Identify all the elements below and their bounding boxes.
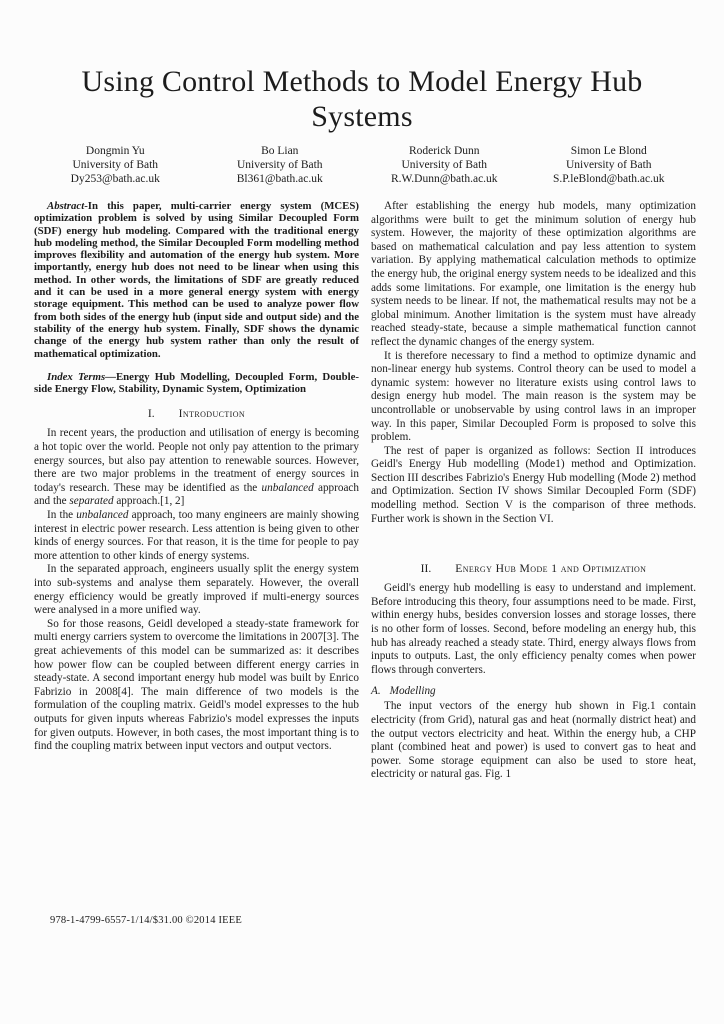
section-2-paragraph-1: Geidl's energy hub modelling is easy to understand and implement. Before introducing this theory, four assumptions need to be made. First, within energy hubs, besides conversion losses and storage losses, there is no other form of losses. Second, before modeling an energy hub, this hub has already reached a steady state. Third, energy always flows from inputs to outputs. Last, the only efficiency penalty comes when power flows through converters. [371, 582, 696, 676]
subsection-a-title: Modelling [389, 685, 436, 698]
author-email: Bl361@bath.ac.uk [236, 173, 323, 185]
paper-title: Using Control Methods to Model Energy Hub Systems [81, 65, 643, 133]
author-email: R.W.Dunn@bath.ac.uk [390, 173, 498, 185]
author-affiliation: University of Bath [72, 159, 159, 171]
intro-paragraph-4: So for those reasons, Geidl developed a steady-state framework for multi energy carriers system to overcome the limitations in 2007[3]. The great achievements of this model can be summarized as: it describes how power flow can be coupled between different energy carries in steady-state. A second important energy hub model was built by Enrico Fabrizio in 2008[4]. The main difference of two models is the formulation of the coupling matrix. Geidl's model expresses to the hub outputs for given inputs whereas Fabrizio's model expresses the inputs for given outputs. However, in both cases, the most important thing is to find the coupling matrix between input vectors and output vectors. [34, 617, 359, 753]
author-block [40, 144, 191, 186]
intro-p1-italic-unbalanced: unbalanced [261, 481, 314, 494]
abstract-text: -In this paper, multi-carrier energy system (MCES) optimization problem is solved by using Similar Decoupled Form (SDF) energy hub modeling. Compared with the traditional energy hub modeling method, the Similar Decoupled Form modelling method improves flexibility and automation of the energy hub system. More importantly, energy hub does not need to be linear when using this method. In other words, the limitations of SDF are greatly reduced and it can be used in a more general energy system with energy storage equipment. This method can be used to analyze power flow from both sides of the energy hub (input side and output side) and the stability of the energy hub system. Finally, SDF shows the dynamic change of the energy hub system rather than only the result of mathematical optimization. [34, 200, 359, 360]
intro-paragraph-2 [34, 509, 359, 563]
copyright-footer: 978-1-4799-6557-1/14/$31.00 ©2014 IEEE [50, 915, 243, 926]
section-2-heading [371, 562, 696, 575]
intro-p1-text: approach and the [34, 481, 359, 508]
index-terms-label: Index Terms [47, 370, 106, 383]
author-block [205, 144, 356, 186]
author-name: Roderick Dunn [408, 145, 480, 157]
section-1-number: I. [147, 407, 155, 421]
author-affiliation: University of Bath [236, 159, 323, 171]
intro-p2-text: approach, too many engineers are mainly showing interest in electric power research. Less attention is being given to other kinds of energy sources. For that reason, it is the time for people to pay more attention to other kinds of energy systems. [34, 509, 359, 562]
abstract-label: Abstract [47, 200, 85, 212]
right-paragraph-1: After establishing the energy hub models, many optimization algorithms were built to get the minimum solution of energy hub system. However, the majority of these optimization algorithms are based on mathematical calculation and pay less attention to system variation. By applying mathematical calculation methods to optimize the energy hub, the original energy system needs to be idealized and this adds some limitations. For example, one limitation is the energy hub system needs to be linear. If not, the mathematical results may not be a global minimum. Another limitation is the system must have already reached steady-state, because a simple mathematical function cannot reflect the dynamic changes of the energy system. [371, 200, 696, 348]
author-affiliation: University of Bath [565, 159, 652, 171]
right-paragraph-2: It is therefore necessary to find a method to optimize dynamic and non-linear energy hub systems. Control theory can be used to model a dynamic system: however no literature exists using control laws to design energy hub model. The main reason is the system may be uncontrollable or unobservable by using control laws in an improper way. In this paper, Similar Decoupled Form is proposed to solve this problem. [371, 349, 696, 444]
author-row [40, 144, 684, 186]
index-terms-paragraph [34, 371, 359, 396]
intro-p1-text: approach.[1, 2] [113, 495, 185, 508]
author-email: S.P.leBlond@bath.ac.uk [552, 173, 665, 185]
subsection-a-heading [371, 685, 696, 697]
left-column [34, 200, 359, 754]
intro-paragraph-1 [34, 427, 359, 509]
two-column-body [0, 186, 724, 782]
author-name: Simon Le Blond [570, 145, 647, 157]
section-2-number: II. [420, 562, 432, 576]
abstract-paragraph [34, 200, 359, 360]
section-2-paragraph-2: The input vectors of the energy hub shown in Fig.1 contain electricity (from Grid), natural gas and heat (normally district heat) and the output vectors electricity and heat. Within the energy hub, a CHP plant (combined heat and power) is used to convert gas to heat and power. Some storage equipment can also be used to store heat, electricity or natural gas. Fig. 1 [371, 700, 696, 781]
right-paragraph-3: The rest of paper is organized as follows: Section II introduces Geidl's Energy Hub modelling (Mode1) method and Optimization. Section III describes Fabrizio's Energy Hub modelling (Mode 2) method and Optimization. Section IV shows Similar Decoupled Form (SDF) modelling method. Section V is the comparison of three methods. Further work is shown in the Section VI. [371, 444, 696, 525]
index-terms-text: —Energy Hub Modelling, Decoupled Form, Double-side Energy Flow, Stability, Dynamic System, Optimization [34, 370, 359, 396]
author-name: Dongmin Yu [85, 145, 145, 157]
intro-paragraph-3: In the separated approach, engineers usually split the energy system into sub-systems and analyse them separately. However, the overall energy efficiency would be greatly improved if multi-energy sources were analysed in a more unified way. [34, 563, 359, 617]
intro-p1-text: In recent years, the production and utilisation of energy is becoming a hot topic over the world. People not only pay attention to the primary energy sources, but also pay attention to renewable sources. However, there are two major problems in the treatment of energy sources in today's research. These may be identified as the [34, 427, 359, 494]
section-1-heading [34, 407, 359, 420]
section-2-title: Energy Hub Mode 1 and Optimization [455, 562, 647, 576]
intro-p2-text: In the [47, 509, 77, 522]
author-affiliation: University of Bath [401, 159, 488, 171]
section-1-title: Introduction [178, 407, 246, 421]
author-email: Dy253@bath.ac.uk [70, 173, 160, 185]
author-name: Bo Lian [261, 145, 299, 157]
intro-p2-italic-unbalanced: unbalanced [76, 509, 129, 522]
right-column [371, 200, 696, 782]
author-block [369, 144, 520, 186]
intro-p1-italic-separated: separated [69, 495, 114, 508]
subsection-a-number: A. [371, 685, 381, 698]
author-block [534, 144, 685, 186]
